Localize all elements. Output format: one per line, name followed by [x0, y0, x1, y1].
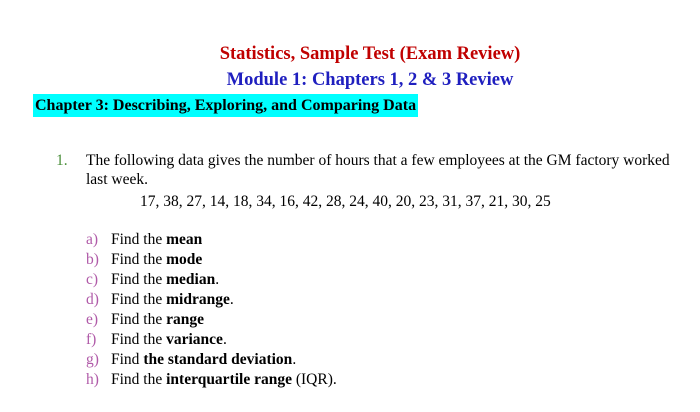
- task-item-e: [86, 310, 337, 330]
- task-term: range: [166, 311, 205, 328]
- task-letter: e): [86, 311, 99, 328]
- task-letter: f): [86, 331, 97, 348]
- question-1: [56, 151, 692, 189]
- task-suffix: .: [222, 331, 227, 348]
- task-prefix: Find the: [111, 311, 167, 328]
- task-letter: a): [86, 231, 99, 248]
- task-prefix: Find the: [111, 251, 167, 268]
- question-data-values: 17, 38, 27, 14, 18, 34, 16, 42, 28, 24, 40, 20, 23, 31, 37, 21, 30, 25: [140, 193, 551, 210]
- task-term: the standard deviation: [143, 351, 293, 368]
- task-term: midrange: [166, 291, 230, 308]
- task-prefix: Find the: [111, 231, 167, 248]
- task-suffix: .: [215, 271, 220, 288]
- task-item-f: [86, 330, 337, 350]
- task-suffix: (IQR).: [291, 371, 337, 388]
- task-item-d: [86, 290, 337, 310]
- task-letter: d): [86, 291, 99, 308]
- task-term: interquartile range: [166, 371, 292, 388]
- task-letter: h): [86, 371, 99, 388]
- task-suffix: .: [229, 291, 234, 308]
- task-letter: c): [86, 271, 99, 288]
- task-item-h: [86, 370, 337, 390]
- task-prefix: Find the: [111, 331, 167, 348]
- task-item-c: [86, 270, 337, 290]
- task-prefix: Find: [111, 351, 144, 368]
- task-term: median: [166, 271, 216, 288]
- page-title: Statistics, Sample Test (Exam Review): [219, 44, 521, 64]
- task-item-a: [86, 230, 337, 250]
- task-item-b: [86, 250, 337, 270]
- task-prefix: Find the: [111, 291, 167, 308]
- page-subtitle: Module 1: Chapters 1, 2 & 3 Review: [226, 70, 514, 90]
- task-prefix: Find the: [111, 271, 167, 288]
- task-suffix: .: [292, 351, 297, 368]
- question-text: The following data gives the number of hours that a few employees at the GM factory worked last week.: [86, 152, 670, 188]
- task-term: mode: [166, 251, 203, 268]
- task-term: variance: [166, 331, 223, 348]
- task-term: mean: [166, 231, 203, 248]
- task-prefix: Find the: [111, 371, 167, 388]
- task-item-g: [86, 350, 337, 370]
- task-letter: b): [86, 251, 99, 268]
- task-letter: g): [86, 351, 99, 368]
- question-number: 1.: [56, 152, 68, 169]
- task-list: [86, 230, 337, 390]
- chapter-heading: Chapter 3: Describing, Exploring, and Comparing Data: [33, 94, 418, 117]
